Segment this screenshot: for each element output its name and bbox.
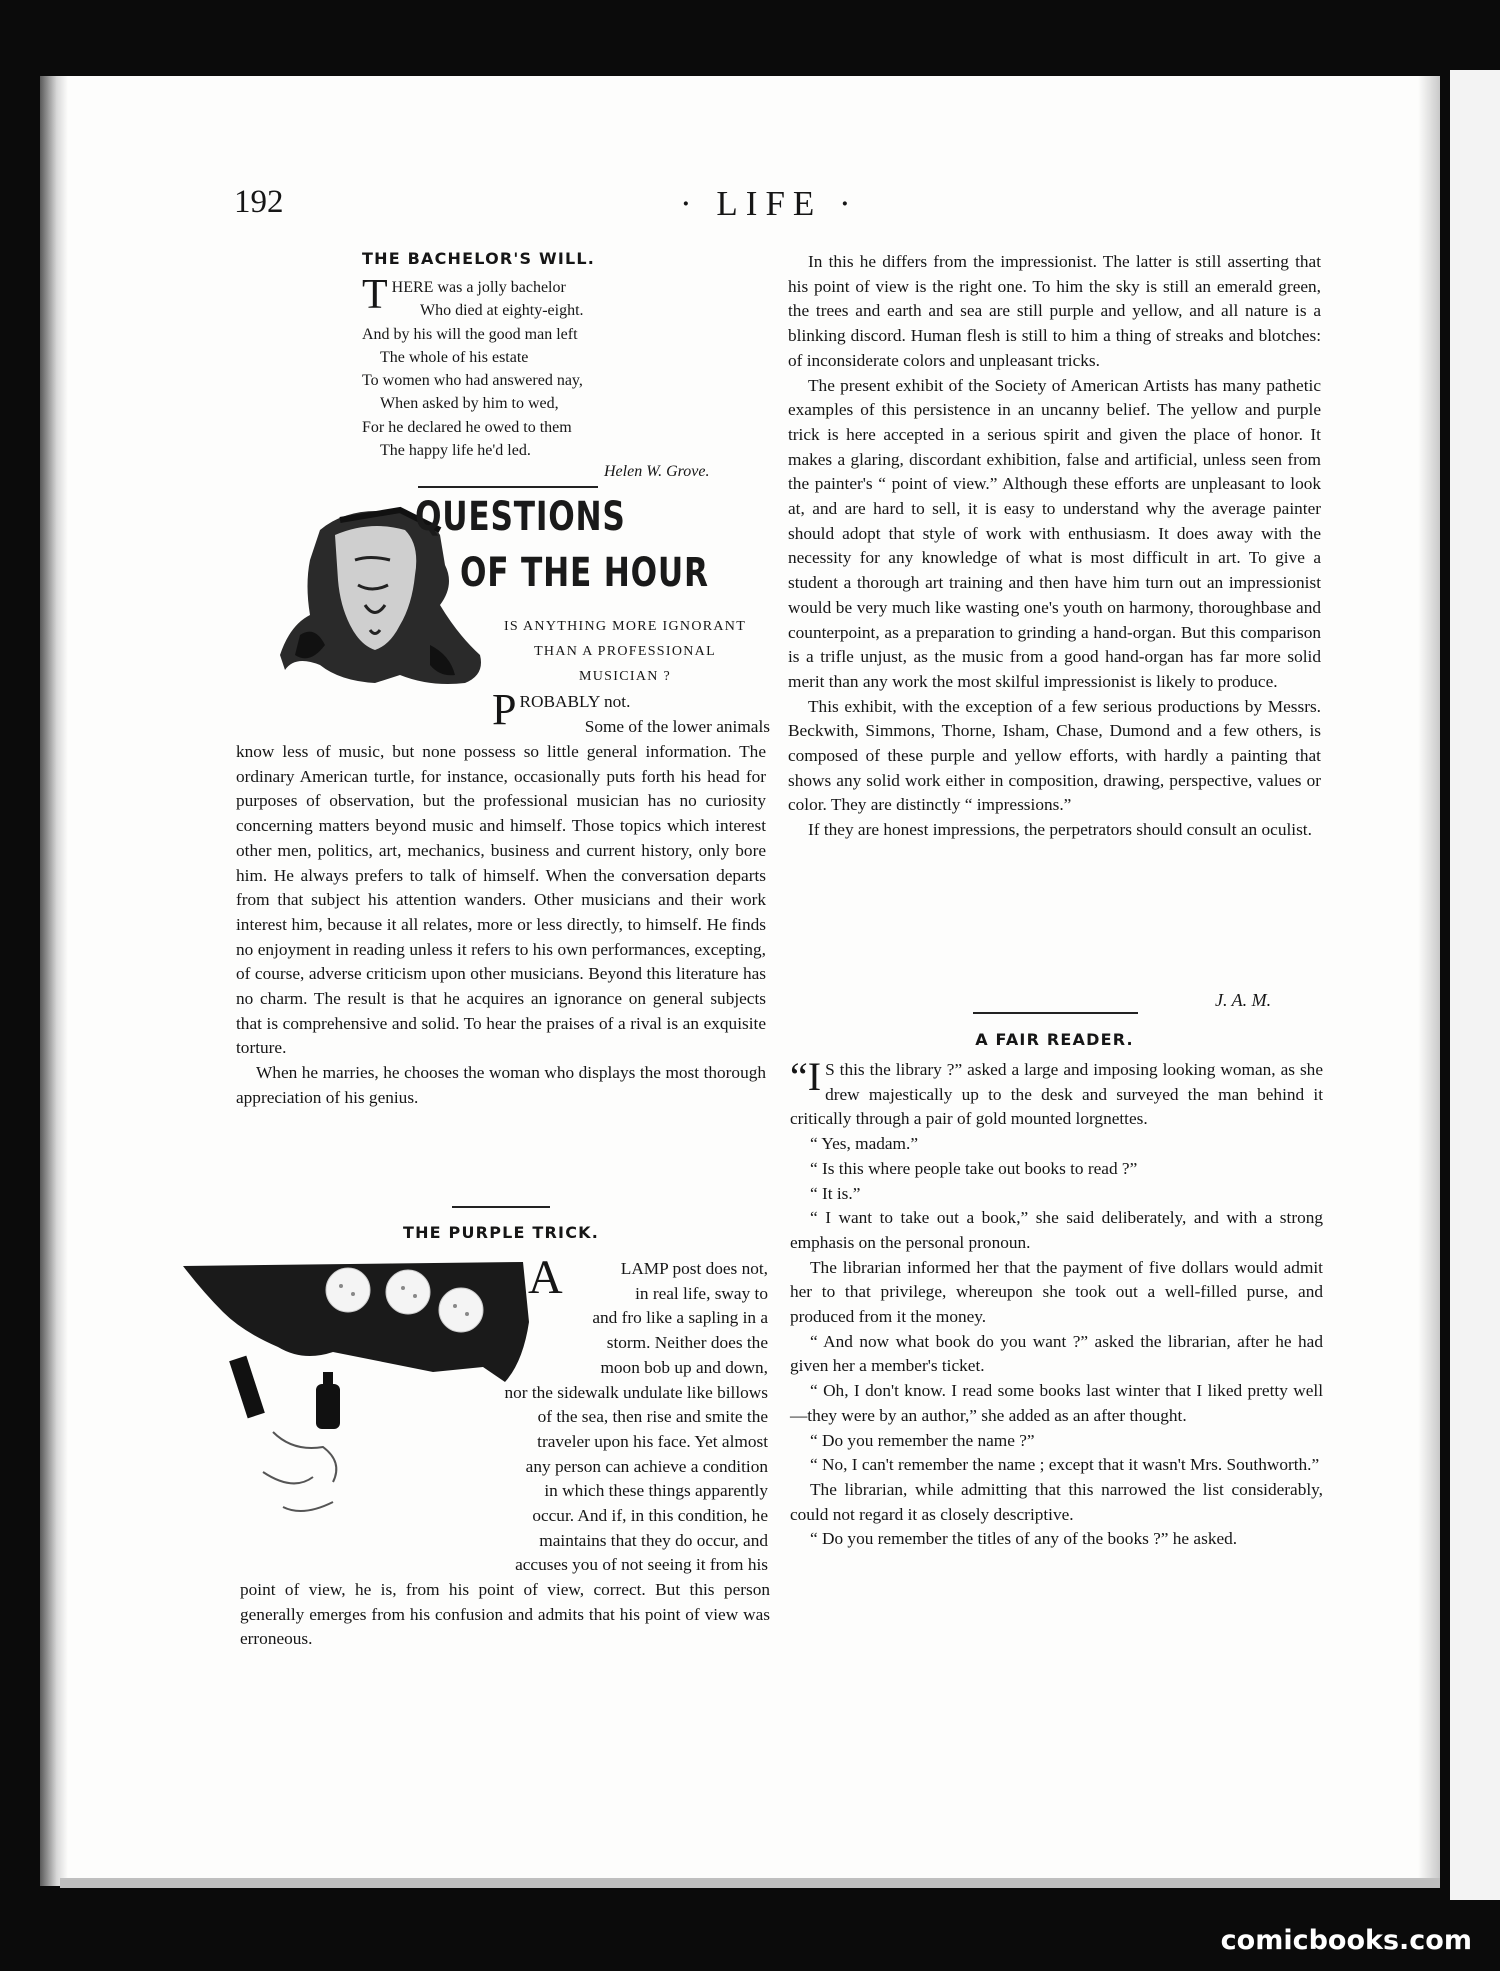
fair-reader-paragraph: “ No, I can't remember the name ; except that it wasn't Mrs. Southworth.” [810, 1455, 1320, 1475]
impressionist-paragraph: In this he differs from the impressionist. The latter is still asserting that his point of view is the right one. To him the sky is still an emerald green, the trees and earth and sea are still purple and yellow, and all nature is a blinking discord. Human flesh is still to him a thing of streaks and blotches: of inconsiderate colors and unpleasant tricks. [788, 252, 1321, 370]
poem-line: And by his will the good man left [362, 325, 578, 343]
page-gutter-shadow [40, 76, 68, 1886]
wrap-line: occur. And if, in this condition, he [532, 1506, 768, 1526]
purple-trick-wrapped-text [236, 1257, 768, 1578]
purple-trick-paragraph: point of view, he is, from his point of view, correct. But this person generally emerges from his confusion and admits that his point of view was erroneous. [240, 1580, 770, 1649]
fair-reader-paragraph: “ Yes, madam.” [810, 1134, 918, 1154]
wrap-line: moon bob up and down, [600, 1357, 768, 1377]
purple-trick-tail [240, 1578, 770, 1652]
poem-line: To women who had answered nay, [362, 372, 583, 390]
subtitle-line: IS ANYTHING MORE IGNORANT [503, 619, 747, 634]
wrap-line: any person can achieve a condition [525, 1456, 768, 1476]
questions-opening [492, 685, 770, 739]
section-rule [452, 1206, 550, 1208]
fair-reader-body [790, 1054, 1323, 1552]
impressionist-paragraph: If they are honest impressions, the perpetrators should consult an oculist. [808, 820, 1312, 840]
section-rule [973, 1012, 1138, 1014]
impressionist-paragraph: The present exhibit of the Society of American Artists has many pathetic examples of this persistence in an uncanny belief. The yellow and purple trick is here accepted in a serious spirit and given the place of honor. It makes a glaring, discordant exhibition, false and artificial, unless seen from the painter's “ point of view.” Although these efforts are unpleasant to look at, and are hard to sell, it is easy to understand why the average painter should adopt that style of work with enthusiasm. It does away with the necessity for any knowledge of what is most difficult in art. To give a student a thorough art training and then have him turn out an impressionist would be very much like wasting one's youth on harmony, thoroughbase and counterpoint, as a preparation to grinding a hand-organ. But this comparison is a trifle unjust, as the music from a good hand-organ has far more solid merit than any work the most skilful impressionist is likely to produce. [788, 375, 1321, 691]
wrap-line: accuses you of not seeing it from his [515, 1555, 768, 1575]
fair-reader-paragraph: “ And now what book do you want ?” asked the librarian, after he had given her a member's ticket. [790, 1331, 1323, 1376]
page-right-edge [1418, 76, 1440, 1886]
purple-trick-dropcap: A [528, 1251, 563, 1304]
wrap-line: storm. Neither does the [606, 1333, 768, 1353]
magazine-title: · LIFE · [680, 184, 859, 223]
subtitle-line: MUSICIAN ? [579, 669, 671, 684]
right-column [788, 250, 1321, 843]
impressionist-paragraph: This exhibit, with the exception of a few serious productions by Messrs. Beckwith, Simmons, Thorne, Isham, Chase, Dumond and a few others, is composed of these purple and yellow efforts, with hardly a painting that shows any solid work either in composition, drawing, perspective, values or color. They are distinctly “ impressions.” [788, 696, 1321, 815]
poem-dropcap: T [362, 272, 388, 318]
questions-dropcap: P [492, 685, 517, 734]
questions-title-line2: OF THE HOUR [460, 550, 709, 596]
fair-reader-paragraph: The librarian, while admitting that this narrowed the list considerably, could not regard it as closely descriptive. [790, 1479, 1323, 1524]
wrap-line: in real life, sway to [635, 1283, 768, 1303]
purple-trick-signature: J. A. M. [1215, 990, 1272, 1010]
poem-line: For he declared he owed to them [362, 418, 572, 436]
questions-body [236, 740, 766, 1111]
opening-line: ROBABLY not. [519, 692, 631, 711]
fair-reader-paragraph: “ It is.” [810, 1183, 861, 1203]
fair-reader-paragraph [790, 1054, 1323, 1132]
section-rule [418, 486, 598, 488]
subtitle-line: THAN A PROFESSIONAL [534, 644, 716, 659]
next-page-edge [1450, 70, 1500, 1900]
wrap-line: in which these things apparently [544, 1481, 768, 1501]
page-number: 192 [234, 184, 284, 220]
page-bottom-edge [60, 1878, 1440, 1888]
fair-reader-paragraph: “ Is this where people take out books to read ?” [810, 1158, 1138, 1178]
questions-paragraph: know less of music, but none possess so little general information. The ordinary American turtle, for instance, occasionally puts forth his head for purposes of observation, but the professional musician has no curiosity concerning matters beyond music and himself. Those topics which interest other men, politics, art, mechanics, business and current history, only bore him. He always prefers to talk of himself. When the conversation departs from that subject his attention wanders. Other musicians and their work interest him, because it all relates, more or less directly, to himself. He finds no enjoyment in reading unless it refers to his own performances, excepting, of course, adverse criticism upon other musicians. Beyond this literature has no charm. The result is that he acquires an ignorance on general subjects that is comprehensive and solid. To hear the praises of a rival is an exquisite torture. [236, 742, 766, 1058]
poem-line: When asked by him to wed, [380, 395, 559, 413]
poem-line: The whole of his estate [380, 348, 529, 366]
bachelors-will-poem [362, 272, 742, 462]
poem-line: Who died at eighty-eight. [420, 302, 584, 320]
purple-trick-heading: THE PURPLE TRICK. [402, 1223, 600, 1242]
wrap-line: maintains that they do occur, and [539, 1530, 768, 1550]
fair-reader-paragraph: The librarian informed her that the payment of five dollars would admit her to that privilege, whereupon she took out a well-filled purse, and produced from it the money. [790, 1257, 1323, 1327]
wrap-line: traveler upon his face. Yet almost [537, 1431, 768, 1451]
fair-reader-paragraph: “ Do you remember the name ?” [810, 1430, 1035, 1450]
fair-reader-dropcap: “I [790, 1054, 822, 1099]
fair-reader-heading: A FAIR READER. [975, 1030, 1134, 1049]
questions-title-line1: QUESTIONS [415, 494, 626, 540]
opening-line: Some of the lower animals [584, 716, 770, 736]
watermark-logo: comicbooks.com [1220, 1925, 1472, 1956]
wrap-line: and fro like a sapling in a [592, 1308, 768, 1328]
poem-signature: Helen W. Grove. [604, 463, 710, 480]
poem-line: The happy life he'd led. [380, 442, 531, 460]
poem-line: THERE was a jolly bachelor [362, 272, 566, 318]
bachelors-will-heading: THE BACHELOR'S WILL. [362, 249, 596, 268]
wrap-line: LAMP post does not, [620, 1259, 768, 1278]
wrap-line: nor the sidewalk undulate like billows [504, 1382, 768, 1402]
questions-subtitle [480, 614, 770, 689]
questions-paragraph: When he marries, he chooses the woman who displays the most thorough appreciation of his genius. [236, 1063, 766, 1107]
fair-reader-paragraph: “ I want to take out a book,” she said deliberately, and with a strong emphasis on the personal pronoun. [790, 1208, 1323, 1252]
wrap-line: of the sea, then rise and smite the [537, 1407, 768, 1427]
fair-reader-paragraph: “ Oh, I don't know. I read some books last winter that I liked pretty well—they were by an author,” she added as an after thought. [790, 1381, 1323, 1425]
fair-reader-text: S this the library ?” asked a large and imposing looking woman, as she drew majestically up to the desk and surveyed the man behind it critically through a pair of gold mounted lorgnettes. [790, 1060, 1323, 1129]
fair-reader-paragraph: “ Do you remember the titles of any of the books ?” he asked. [810, 1529, 1238, 1549]
